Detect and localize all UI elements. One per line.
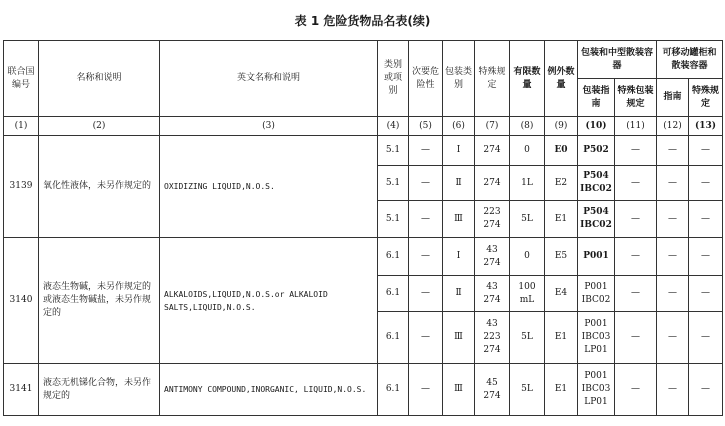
un-number: 3139 xyxy=(4,136,39,238)
excepted-cell: E1 xyxy=(545,312,578,364)
table-title: 表 1 危险货物品名表(续) xyxy=(294,14,431,28)
packing-group-cell: I xyxy=(443,136,475,166)
subsidiary-cell: — xyxy=(409,276,443,312)
header-excepted: 例外数量 xyxy=(545,41,578,117)
pack-special-cell: — xyxy=(615,364,657,416)
col-number: (2) xyxy=(39,117,160,136)
header-pack-special: 特殊包装规定 xyxy=(615,79,657,117)
class-cell: 5.1 xyxy=(378,201,409,238)
tank-instr-cell: — xyxy=(657,238,689,276)
excepted-cell: E2 xyxy=(545,166,578,201)
special-cell: 274 xyxy=(475,166,510,201)
special-cell: 43 274 xyxy=(475,276,510,312)
pack-special-cell: — xyxy=(615,136,657,166)
pack-special-cell: — xyxy=(615,312,657,364)
header-pack-instr: 包装指南 xyxy=(578,79,615,117)
col-number: (12) xyxy=(657,117,689,136)
limited-cell: 0 xyxy=(510,136,545,166)
col-number: (5) xyxy=(409,117,443,136)
excepted-cell: E5 xyxy=(545,238,578,276)
pack-instr-cell: P001 IBC03 LP01 xyxy=(578,364,615,416)
header-special: 特殊规定 xyxy=(475,41,510,117)
limited-cell: 1L xyxy=(510,166,545,201)
packing-group-cell: Ⅱ xyxy=(443,166,475,201)
table-row xyxy=(4,364,723,416)
header-tank-special: 特殊规定 xyxy=(689,79,723,117)
table-row xyxy=(4,136,723,166)
special-cell: 274 xyxy=(475,136,510,166)
name-cn: 液态生物碱，未另作规定的或液态生物碱盐，未另作规定的 xyxy=(39,238,160,364)
excepted-cell: E1 xyxy=(545,201,578,238)
special-cell: 223 274 xyxy=(475,201,510,238)
header-name-cn: 名称和说明 xyxy=(39,41,160,117)
header-class: 类别或项别 xyxy=(378,41,409,117)
limited-cell: 0 xyxy=(510,238,545,276)
header-limited: 有限数量 xyxy=(510,41,545,117)
limited-cell: 100 mL xyxy=(510,276,545,312)
subsidiary-cell: — xyxy=(409,166,443,201)
class-cell: 6.1 xyxy=(378,276,409,312)
special-cell: 43 223 274 xyxy=(475,312,510,364)
excepted-cell: E4 xyxy=(545,276,578,312)
un-number: 3140 xyxy=(4,238,39,364)
tank-instr-cell: — xyxy=(657,201,689,238)
limited-cell: 5L xyxy=(510,201,545,238)
packing-group-cell: Ⅲ xyxy=(443,364,475,416)
header-un-number: 联合国编号 xyxy=(4,41,39,117)
header-subsidiary: 次要危险性 xyxy=(409,41,443,117)
header-tank-group: 可移动罐柜和散装容器 xyxy=(657,41,723,79)
special-cell: 45 274 xyxy=(475,364,510,416)
name-en: ALKALOIDS,LIQUID,N.O.S.or ALKALOID SALTS,LIQUID,N.O.S. xyxy=(160,238,378,364)
dangerous-goods-table xyxy=(3,40,723,416)
tank-instr-cell: — xyxy=(657,276,689,312)
subsidiary-cell: — xyxy=(409,364,443,416)
col-number: (1) xyxy=(4,117,39,136)
un-number: 3141 xyxy=(4,364,39,416)
tank-special-cell: — xyxy=(689,201,723,238)
col-number: (4) xyxy=(378,117,409,136)
pack-instr-cell: P001 IBC02 xyxy=(578,276,615,312)
pack-special-cell: — xyxy=(615,166,657,201)
limited-cell: 5L xyxy=(510,312,545,364)
name-en: OXIDIZING LIQUID,N.O.S. xyxy=(160,136,378,238)
col-number: (3) xyxy=(160,117,378,136)
col-number: (13) xyxy=(689,117,723,136)
pack-instr-cell: P001 xyxy=(578,238,615,276)
col-number: (9) xyxy=(545,117,578,136)
packing-group-cell: I xyxy=(443,238,475,276)
pack-special-cell: — xyxy=(615,276,657,312)
subsidiary-cell: — xyxy=(409,312,443,364)
col-number: (6) xyxy=(443,117,475,136)
class-cell: 6.1 xyxy=(378,312,409,364)
packing-group-cell: Ⅱ xyxy=(443,276,475,312)
tank-special-cell: — xyxy=(689,276,723,312)
special-cell: 43 274 xyxy=(475,238,510,276)
col-number: (8) xyxy=(510,117,545,136)
class-cell: 6.1 xyxy=(378,238,409,276)
tank-instr-cell: — xyxy=(657,166,689,201)
limited-cell: 5L xyxy=(510,364,545,416)
tank-instr-cell: — xyxy=(657,364,689,416)
tank-special-cell: — xyxy=(689,364,723,416)
column-number-row xyxy=(4,117,723,136)
excepted-cell: E0 xyxy=(545,136,578,166)
subsidiary-cell: — xyxy=(409,136,443,166)
col-number: (7) xyxy=(475,117,510,136)
pack-special-cell: — xyxy=(615,201,657,238)
col-number: (10) xyxy=(578,117,615,136)
tank-special-cell: — xyxy=(689,166,723,201)
pack-instr-cell: P504 IBC02 xyxy=(578,166,615,201)
tank-special-cell: — xyxy=(689,136,723,166)
tank-instr-cell: — xyxy=(657,312,689,364)
tank-instr-cell: — xyxy=(657,136,689,166)
tank-special-cell: — xyxy=(689,312,723,364)
header-tank-instr: 指南 xyxy=(657,79,689,117)
col-number: (11) xyxy=(615,117,657,136)
pack-instr-cell: P001 IBC03 LP01 xyxy=(578,312,615,364)
pack-special-cell: — xyxy=(615,238,657,276)
tank-special-cell: — xyxy=(689,238,723,276)
table-row xyxy=(4,238,723,276)
excepted-cell: E1 xyxy=(545,364,578,416)
name-cn: 氧化性液体，未另作规定的 xyxy=(39,136,160,238)
pack-instr-cell: P504 IBC02 xyxy=(578,201,615,238)
subsidiary-cell: — xyxy=(409,201,443,238)
header-name-en: 英文名称和说明 xyxy=(160,41,378,117)
pack-instr-cell: P502 xyxy=(578,136,615,166)
class-cell: 5.1 xyxy=(378,166,409,201)
name-cn: 液态无机锑化合物，未另作规定的 xyxy=(39,364,160,416)
packing-group-cell: Ⅲ xyxy=(443,201,475,238)
name-en: ANTIMONY COMPOUND,INORGANIC, LIQUID,N.O.S. xyxy=(160,364,378,416)
class-cell: 5.1 xyxy=(378,136,409,166)
header-packing-group: 包装类别 xyxy=(443,41,475,117)
class-cell: 6.1 xyxy=(378,364,409,416)
packing-group-cell: Ⅲ xyxy=(443,312,475,364)
header-packaging-group: 包装和中型散装容器 xyxy=(578,41,657,79)
subsidiary-cell: — xyxy=(409,238,443,276)
